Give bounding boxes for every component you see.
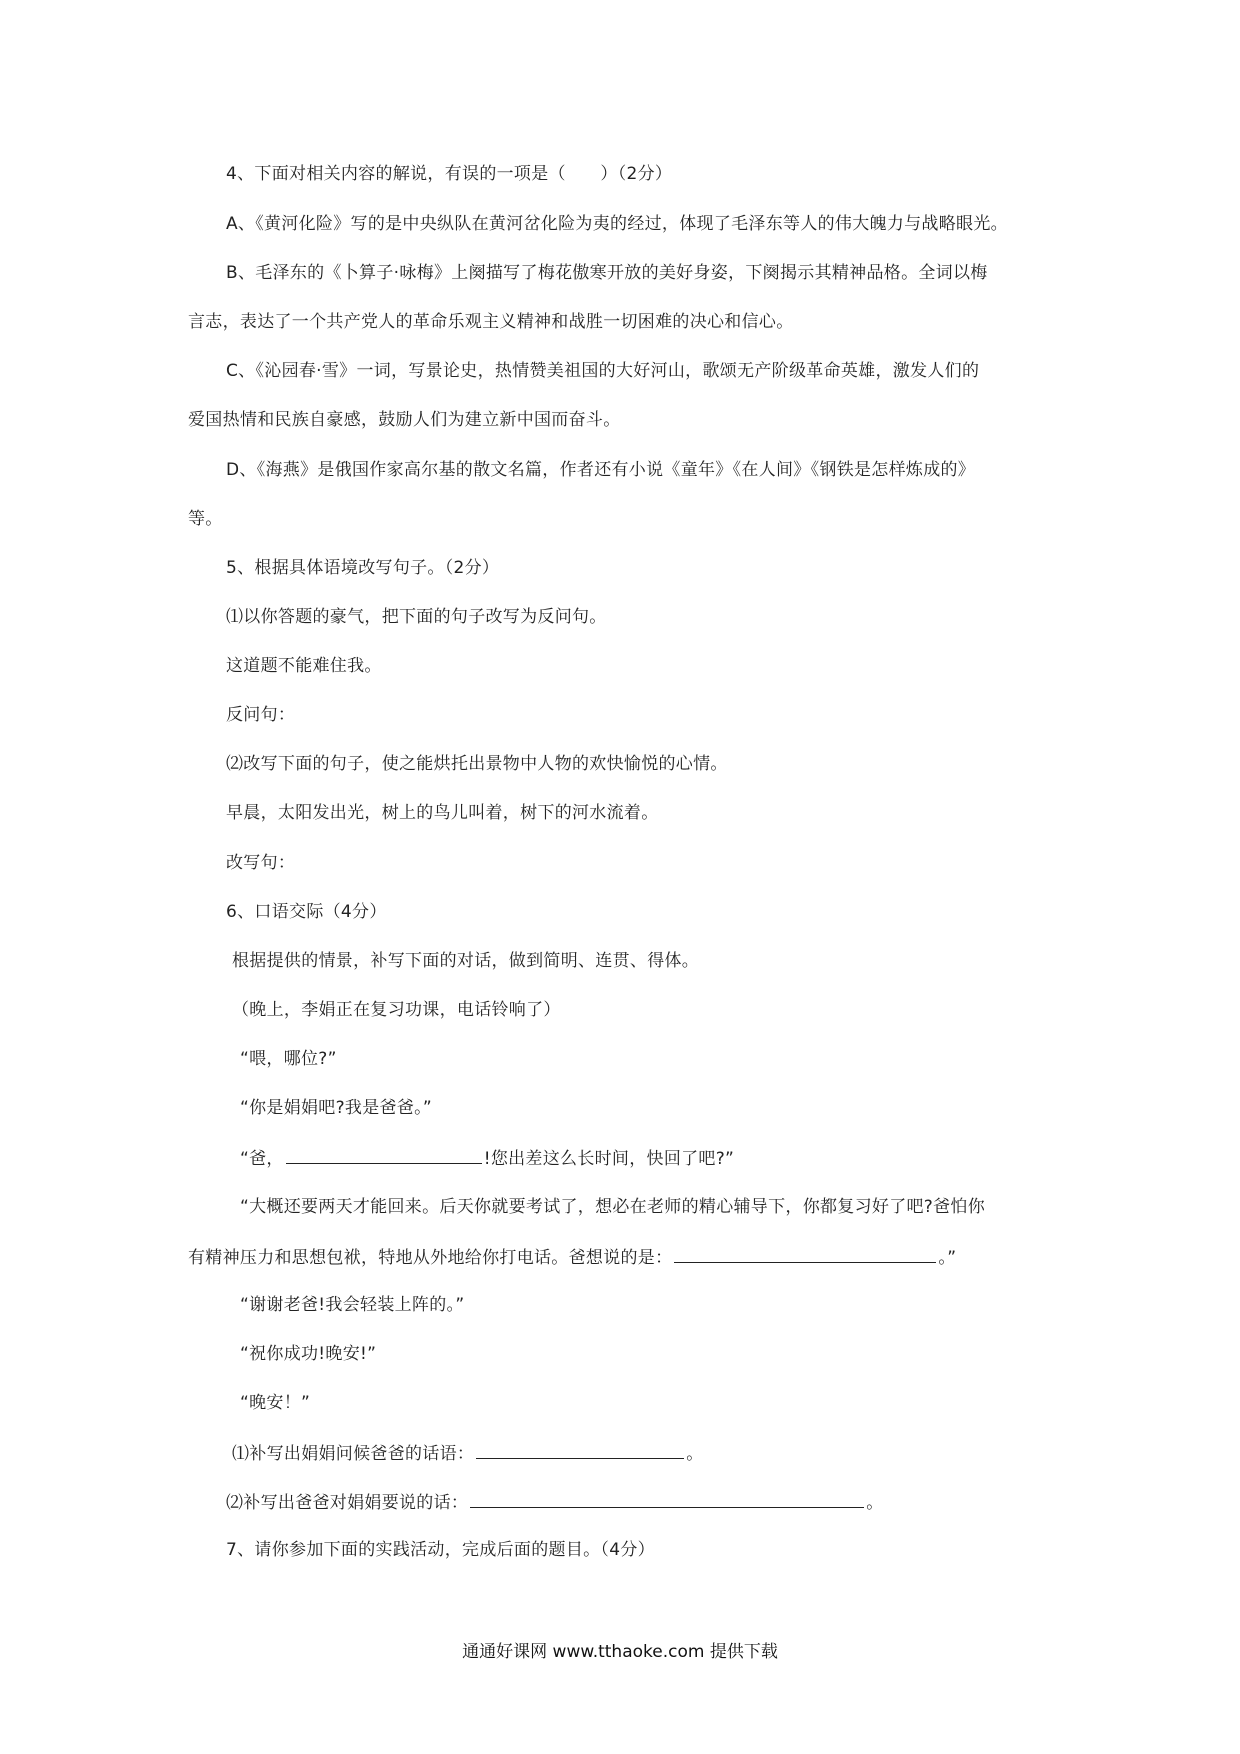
question-5-part1-sentence: 这道题不能难住我。: [226, 656, 382, 676]
dialogue-line-4-part2-start: 有精神压力和思想包袱，特地从外地给你打电话。爸想说的是：: [188, 1248, 673, 1268]
dialogue-line-4-part2-end: 。”: [938, 1248, 957, 1268]
dialogue-line-4-part2: [188, 1244, 956, 1270]
question-6-sub-1-prompt: ⑴补写出娟娟问候爸爸的话语：: [232, 1444, 475, 1464]
question-4-option-c-line1: C、《沁园春·雪》一词，写景论史，热情赞美祖国的大好河山，歌颂无产阶级革命英雄，激发人们的: [226, 361, 980, 381]
dialogue-line-3-start: “爸，: [240, 1149, 284, 1169]
question-5-stem: 5、根据具体语境改写句子。（2分）: [226, 558, 500, 578]
question-5-part2-answer-label: 改写句：: [226, 853, 296, 873]
answer-blank-dad-words[interactable]: [674, 1244, 936, 1263]
answer-blank-greeting[interactable]: [286, 1145, 482, 1164]
question-5-part2-prompt: ⑵改写下面的句子，使之能烘托出景物中人物的欢快愉悦的心情。: [226, 754, 728, 774]
dialogue-line-1: “喂，哪位?”: [240, 1049, 337, 1069]
dialogue-line-2: “你是娟娟吧?我是爸爸。”: [240, 1098, 433, 1118]
answer-blank-sub-2[interactable]: [470, 1489, 864, 1508]
question-4-option-c-line2: 爱国热情和民族自豪感，鼓励人们为建立新中国而奋斗。: [188, 410, 621, 430]
question-4-option-d-line2: 等。: [188, 509, 223, 529]
question-5-part1-prompt: ⑴以你答题的豪气，把下面的句子改写为反问句。: [226, 607, 607, 627]
question-6-sub-1: [232, 1440, 704, 1466]
question-6-scene: （晚上，李娟正在复习功课，电话铃响了）: [232, 1000, 561, 1020]
dialogue-line-7: “晚安！”: [240, 1393, 311, 1413]
question-4-option-b-line2: 言志，表达了一个共产党人的革命乐观主义精神和战胜一切困难的决心和信心。: [188, 312, 794, 332]
dialogue-line-5: “谢谢老爸!我会轻装上阵的。”: [240, 1295, 465, 1315]
question-4-stem: 4、下面对相关内容的解说，有误的一项是（ ）（2分）: [226, 164, 673, 184]
question-4-option-a: A、《黄河化险》写的是中央纵队在黄河岔化险为夷的经过，体现了毛泽东等人的伟大魄力与战略眼光。: [226, 214, 1008, 234]
question-6-instruction: 根据提供的情景，补写下面的对话，做到简明、连贯、得体。: [232, 951, 700, 971]
question-6-sub-1-period: 。: [686, 1444, 704, 1464]
question-7-stem: 7、请你参加下面的实践活动，完成后面的题目。（4分）: [226, 1540, 655, 1560]
dialogue-line-3: [240, 1145, 734, 1171]
question-6-sub-2-period: 。: [866, 1493, 884, 1513]
question-6-sub-2: [226, 1489, 884, 1515]
question-6-stem: 6、口语交际（4分）: [226, 902, 387, 922]
dialogue-line-4-part1: “大概还要两天才能回来。后天你就要考试了，想必在老师的精心辅导下，你都复习好了吧?爸怕你: [240, 1197, 986, 1217]
question-6-sub-2-prompt: ⑵补写出爸爸对娟娟要说的话：: [226, 1493, 469, 1513]
question-5-part1-answer-label: 反问句：: [226, 705, 296, 725]
question-4-option-d-line1: D、《海燕》是俄国作家高尔基的散文名篇，作者还有小说《童年》《在人间》《钢铁是怎样炼成的》: [226, 460, 976, 480]
answer-blank-sub-1[interactable]: [476, 1440, 684, 1459]
dialogue-line-3-end: !您出差这么长时间，快回了吧?”: [483, 1149, 735, 1169]
question-4-option-b-line1: B、毛泽东的《卜算子·咏梅》上阕描写了梅花傲寒开放的美好身姿，下阕揭示其精神品格。全词以梅: [226, 263, 988, 283]
question-5-part2-sentence: 早晨，太阳发出光，树上的鸟儿叫着，树下的河水流着。: [226, 803, 659, 823]
page-footer: 通通好课网 www.tthaoke.com 提供下载: [462, 1642, 778, 1662]
dialogue-line-6: “祝你成功!晚安!”: [240, 1344, 377, 1364]
